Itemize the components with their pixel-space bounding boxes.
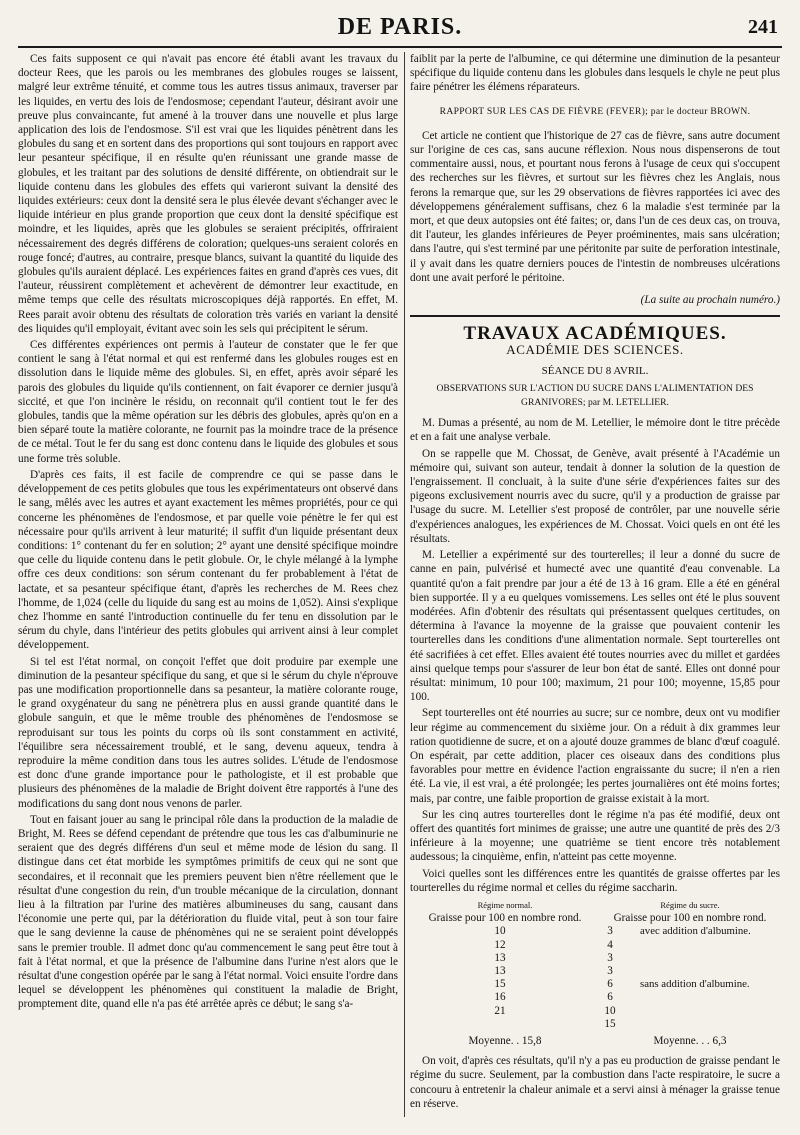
table-note: sans addition d'albumine. — [640, 978, 750, 991]
table-cell-normal: 13 — [494, 951, 506, 964]
table-cell-sugar: 6 — [607, 978, 613, 991]
column-divider — [404, 52, 405, 1117]
table-caption-sugar: Graisse pour 100 en nombre rond. — [613, 912, 767, 925]
spacer — [520, 978, 580, 991]
table-cell-sugar: 10 — [604, 1004, 616, 1017]
paragraph: M. Dumas a présenté, au nom de M. Letellier, le mémoire dont le titre précède et en a fait une analyse verbale. — [410, 417, 780, 444]
header-rule — [18, 46, 782, 48]
spacer — [410, 978, 480, 991]
paragraph: D'après ces faits, il est facile de comprendre ce qui se passe dans le développement de ces petits globules que tous les expérimentateurs ont observé dans le sang, mêlés avec les autres et ayant exactement les mêmes propriétés, pour ce qui concerne les phénomènes de l'endosmose, et par quelle voie pénètre le fer qui est nécessaire pour qu'ils arrivent à leur maturité; il suffit d'un liquide présentant deux conditions: 1° contenant du fer en solution; 2° ayant une densité spécifique moindre que celle du liquide contenu dans le petit globule. Or, le chyle mélangé à la lymphe offre ces deux conditions: son sérum contenant du fer probablement à l'état de lactate, et sa pesanteur spécifique étant, d'après les recherches de M. Rees chez l'homme, de 1,024 (celle du liquide du sang est au moins de 1,052). Ainsi s'explique chez l'homme en santé l'introduction continuelle du fer tenu en dissolution par le sérum du chyle, dans l'intérieur des petits globules qui arrivent ainsi à leur complet développement. — [18, 468, 398, 652]
table-cell-sugar: 4 — [607, 938, 613, 951]
table-caption-normal: Graisse pour 100 en nombre rond. — [428, 912, 582, 925]
paragraph: Tout en faisant jouer au sang le principal rôle dans la production de la maladie de Bright, M. Rees se défend cependant de prétendre que tous les cas d'albuminurie ne seraient que des degrés différens d'un seul et même mode de lésion du sang. Il distingue dans cet état morbide les symptômes primitifs de ceux qui ne sont que secondaires, et il reconnait que les premiers peuvent bien n'être réellement que le résultat d'une congestion du rein, d'un trouble mécanique de la circulation, donnant lieu à la filtration par l'urine des matières albumineuses du sang, causant dans l'économie une perte qui, par la détérioration du fluide vital, peut à son tour faire que le sang devienne la cause de phénomènes qui ne se seraient point développés sans le premier trouble. Il admet donc qu'au commencement le sang peut être tout à fait à l'état normal, et que la présence de l'albumine dans l'urine n'est alors que le résultat d'une congestion opérée par le sang à l'état normal. Voici ensuite l'ordre dans lequel se développent les phénomènes qui constituent la maladie de Bright, promptement dite, quand elle n'a pas été arrêtée après ce début; le sang s'a- — [18, 813, 398, 1011]
table-cell-normal: 21 — [494, 1004, 506, 1017]
spacer — [410, 925, 480, 938]
table-cell-sugar: 3 — [607, 964, 613, 977]
table-note — [640, 1018, 780, 1031]
session-date: SÉANCE DU 8 AVRIL. — [541, 364, 649, 377]
table-head-normal: Régime normal. — [477, 899, 533, 910]
paragraph: Ces différentes expériences ont permis à l'auteur de constater que le fer que contient le sang à l'état normal et qui est renfermé dans les globules rouges est en dissolution dans le liquide même des globules. Si, en effet, après avoir séparé les parois des globules du liquide qu'ils contiennent, on fait évaporer ce dernier jusqu'à siccité, et que l'on incinère le résidu, on reconnait qu'il contient tout le fer des globules, tandis que la même opération sur les débris des globules, après qu'on en a bien séparé toute la matière colorante, ne fournit pas la moindre trace de la présence de ce métal. Tout le fer du sang est donc contenu dans le liquide des globules et sous une forme très soluble. — [18, 339, 398, 465]
left-column — [18, 52, 398, 1117]
table-cell-sugar: 15 — [604, 1017, 616, 1030]
table-head-sugar: Régime du sucre. — [660, 899, 720, 910]
spacer — [410, 965, 480, 978]
table-note: avec addition d'albumine. — [640, 925, 751, 938]
spacer — [410, 939, 480, 952]
spacer — [520, 1018, 580, 1031]
paragraph: M. Letellier a expérimenté sur des tourterelles; il leur a donné du sucre de canne en pain, pulvérisé et humecté avec une quantité d'eau convenable. La quantité qu'on a fait prendre par jour a été de 13 à 16 gram. Elle a été en général bien supportée. Il y a eu quelques vomissemens. Les selles ont été le plus souvent modérées. Afin d'obtenir des résultats qui présentassent quelques certitudes, on détermina à l'avance la moyenne de la graisse que pouvaient contenir les tourterelles dans les conditions d'une alimentation normale. Sept tourterelles ont été sacrifiées à cet effet. Elles avaient été toutes nourries avec du millet et gardées ainsi quelque temps pour s'assurer de leur bon état de santé. Elles ont donné pour résultat: minimum, 10 pour 100; maximum, 21 pour 100; moyenne, 15,85 pour 100. — [410, 549, 780, 704]
spacer — [520, 991, 580, 1004]
paragraph: On voit, d'après ces résultats, qu'il n'y a pas eu production de graisse pendant le régime du sucre. Seulement, par la combustion dans l'acte respiratoire, le sucre a concouru à entretenir la chaleur animale et a servi ainsi à ménager la graisse tenue en réserve. — [410, 1055, 780, 1110]
table-caption — [410, 912, 780, 925]
article-title: OBSERVATIONS SUR L'ACTION DU SUCRE DANS L'ALIMENTATION DES GRANIVORES; par M. LETELLIER. — [436, 382, 754, 409]
continuation-note: (La suite au prochain numéro.) — [640, 294, 780, 307]
paragraph: Ces faits supposent ce qui n'avait pas encore été établi avant les travaux du docteur Rees, que les parois ou les membranes des globules rouges se laissent, malgré leur extrême ténuité, et comme tous les autres tissus animaux, traverser par les liquides, en vertu des lois de l'endosmose; cependant l'auteur, désirant avoir une preuve plus convaincante, fut amené à la trouver dans une nouvelle et plus large application des lois de l'endosmose. S'il est vrai que les liquides pénètrent dans les globules du sang et en sortent dans des proportions qui sont toujours en rapport avec leur pesanteur spécifique, il en résulte qu'en réunissant une grande masse de globules, et les traitant par des solutions de densité différente, on obtiendrait sur le liquide contenu dans les globules des effets qui varieront suivant la densité des liquides extérieurs: ceux dont la densité sera le plus élevée devant s'échanger avec le liquide intérieur en plus grande proportion que ceux dont la densité spécifique est moindre, et les liquides, après que les globules se seraient précipités, offriraient nécessairement des degrés différens de coloration; quelques-uns seraient colorés en rouge foncé; d'autres, au contraire, presque blancs, suivant la quantité du liquide des globules qu'ils auraient déplacé. Les expériences faites en grand d'après ces vues, dit l'auteur, réussirent complètement et achevèrent de démontrer leur exactitude, en même temps que celle des résultats microscopiques déjà rapportés. En effet, M. Rees parait avoir obtenu des résultats de coloration très variés en variant la densité des liquides qu'il employait, évitant avec soin les sels qui précipitent le sérum. — [18, 53, 398, 335]
table-averages — [410, 1035, 780, 1048]
table-cell-sugar: 3 — [607, 925, 613, 938]
table-cell-normal: 10 — [494, 925, 506, 938]
paragraph: On se rappelle que M. Chossat, de Genève, avait présenté à l'Académie un mémoire qui, suivant son auteur, tendait à donner la solution de la question de l'engraissement. Il concluait, à la suite d'une série d'expériences faites sur des pigeons exclusivement nourris avec du sucre, qu'il y a production de graisse par l'usage du sucre. M. Letellier s'est proposé de contrôler, par une nouvelle série d'expériences analogues, les expériences de M. Chossat. Voici quels en ont été les résultats. — [410, 447, 780, 545]
table-cell-normal: 12 — [494, 938, 506, 951]
spacer — [520, 965, 580, 978]
average-sugar: Moyenne. . . 6,3 — [653, 1035, 727, 1047]
table-cell-sugar: 3 — [607, 951, 613, 964]
table-note — [640, 965, 780, 978]
spacer — [520, 952, 580, 965]
fat-table — [410, 899, 780, 1048]
paragraph: Si tel est l'état normal, on conçoit l'effet que doit produire par exemple une diminution de la pesanteur spécifique du sang, et que si le sérum du chyle n'éprouve pas une modification proportionnelle dans sa pesanteur, la matière colorante rouge, le grand oxygénateur du sang ne pénètrera plus en aussi grande quantité dans le globule sanguin, et que le même trouble des phénomènes de l'endosmose se reproduisant sur tous les points du corps où ils sont constamment en activité, l'équilibre sera nécessairement troublé, et le sang, devenu aqueux, tendra à reproduire la même condition dans tous les autres solides. L'étude de l'endosmose est donc d'une grande importance pour le pathologiste, et il est probable que plusieurs des phénomènes de la maladie de Bright doivent être rapportés à l'une des modifications du sang dont nous venons de parler. — [18, 655, 398, 810]
right-column — [410, 52, 780, 1117]
running-title: DE PARIS. — [337, 14, 463, 40]
table-cell-normal: 13 — [494, 964, 506, 977]
paragraph: Voici quelles sont les différences entre les quantités de graisse offertes par les tourterelles du régime normal et celles du régime saccharin. — [410, 867, 780, 894]
spacer — [520, 925, 580, 938]
section-title: TRAVAUX ACADÉMIQUES. — [463, 323, 727, 345]
page-number: 241 — [748, 16, 778, 38]
table-note — [640, 991, 780, 1004]
report-title: RAPPORT SUR LES CAS DE FIÈVRE (FEVER); par le docteur BROWN. — [439, 105, 751, 117]
paragraph: Cet article ne contient que l'historique de 27 cas de fièvre, sans autre document sur l'origine de ces cas, sans aucune réflexion. Nous nous dispenserons de tout commentaire aussi, nous, et pourtant nous ferons à l'usage de ceux qui s'occupent des recherches sur les fièvres, et surtout sur les fièvres chez les Anglais, nous ferons la remarque que, sur les 29 observations de fièvres rapportées ici avec des développemens généralement suffisans, chez 6 la maladie s'est terminée par la mort, et que deux autopsies ont été faites; or, dans l'un de ces deux cas, on trouva, dit l'auteur, les glandes inférieures de Peyer proéminentes, mais sans ulcération; dans l'autre, qui s'est terminé par une péritonite par suite de perforation intestinale, il y avait dans les quatre derniers pouces de l'intestin de nombreuses ulcérations dont une avait perforé le péritoine. — [410, 129, 780, 284]
table-cell-normal: 16 — [494, 991, 506, 1004]
table-note — [640, 939, 780, 952]
paragraph: Sur les cinq autres tourterelles dont le régime n'a pas été modifié, deux ont offert des quantités fort minimes de graisse; une autre une quantité de près des 2/3 inférieure à la moyenne; une quatrième se tient encore très notablement audessous; la cinquième, enfin, n'atteint pas cette moyenne. — [410, 808, 780, 864]
table-cell-normal — [480, 1018, 520, 1031]
spacer — [410, 1018, 480, 1031]
spacer — [520, 939, 580, 952]
paragraph: faiblit par la perte de l'albumine, ce qui détermine une diminution de la pesanteur spécifique du liquide contenu dans les globules dans lesquels le chyle ne peut plus faire pénétrer les élémens réparateurs. — [410, 53, 780, 94]
section-subtitle: ACADÉMIE DES SCIENCES. — [506, 342, 684, 358]
page-header — [18, 14, 782, 48]
spacer — [520, 1005, 580, 1018]
table-note — [640, 1005, 780, 1018]
paragraph: Sept tourterelles ont été nourries au sucre; sur ce nombre, deux ont vu modifier leur régime au commencement du sixième jour. On a réduit à dix grammes leur ration quotidienne de sucre, et on a ajouté douze grammes de blanc d'œuf coagulé. On espérait, par cette addition, placer ces oiseaux dans des conditions plus favorables pour mettre en évidence l'action engraissante du sucre; il n'en a rien été. La vie, il est vrai, a été prolongée; les pertes journalières ont été moins fortes; mais, par contre, une faible proportion de graisse existait à la mort. — [410, 707, 780, 805]
table-cell-sugar: 6 — [607, 991, 613, 1004]
spacer — [410, 952, 480, 965]
table-cell-normal: 15 — [494, 978, 506, 991]
table-head — [410, 899, 780, 912]
table-note — [640, 952, 780, 965]
average-normal: Moyenne. . 15,8 — [468, 1035, 542, 1047]
section-rule — [410, 315, 780, 317]
spacer — [410, 1005, 480, 1018]
spacer — [410, 991, 480, 1004]
